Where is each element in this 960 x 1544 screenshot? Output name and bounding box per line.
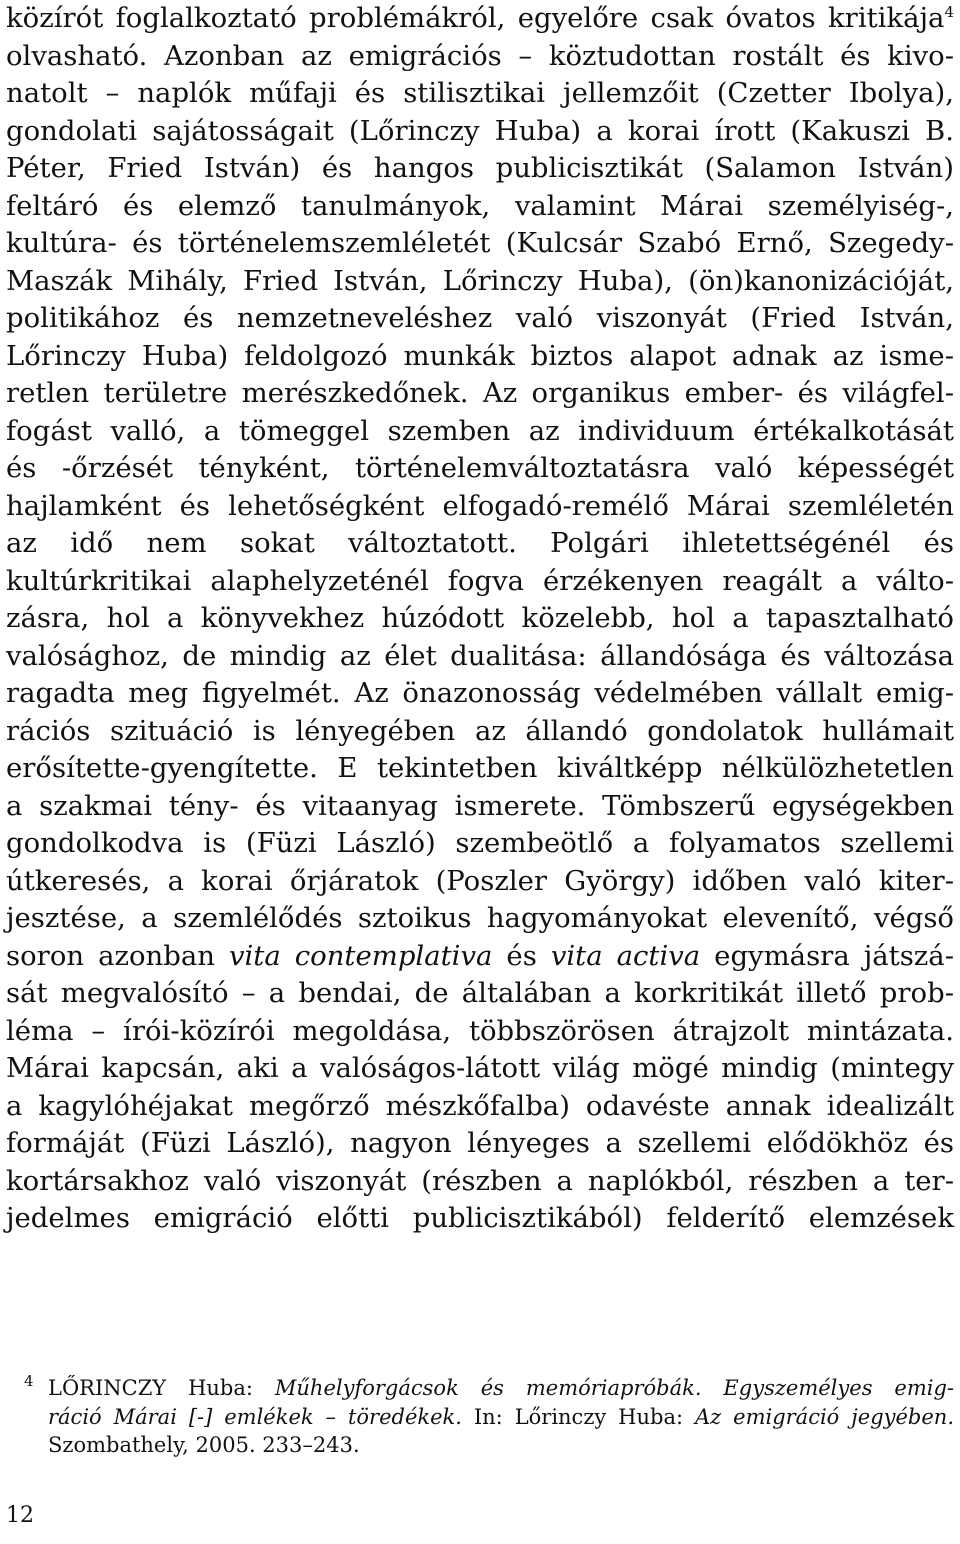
text-line: Márai kapcsán, aki a valóságos-látott világ mögé mindig (mintegy: [6, 1052, 954, 1084]
body-text: [6, 0, 954, 1238]
text-segment: egymásra játszá-: [700, 939, 954, 972]
text-line: erősítette-gyengítette. E tekintetben kiváltképp nélkülözhetetlen: [6, 752, 954, 784]
text-line-content: közírót foglalkoztató problémákról, egyelőre csak óvatos kritikája: [6, 2, 945, 34]
footnote-marker: 4: [24, 1372, 34, 1390]
text-line: politikához és nemzetneveléshez való viszonyát (Fried István,: [6, 302, 954, 334]
text-line: fogást valló, a tömeggel szemben az individuum értékalkotását: [6, 414, 954, 447]
text-line: kortársakhoz való viszonyát (részben a naplókból, részben a ter-: [6, 1164, 954, 1197]
text-line: [6, 938, 954, 976]
text-line: zásra, hol a könyvekhez húzódott közelebb, hol a tapasztalható: [6, 602, 954, 634]
text-line: kultúra- és történelemszemléletét (Kulcsár Szabó Ernő, Szegedy-: [6, 227, 954, 259]
footnote-book-title: Az emigráció jegyében.: [694, 1404, 954, 1429]
text-line: Péter, Fried István) és hangos publicisztikát (Salamon István): [6, 152, 954, 184]
page-number: 12: [6, 1503, 34, 1528]
text-line: az idő nem sokat változtatott. Polgári ihletettségénél és: [6, 527, 954, 559]
italic-term: vita contemplativa: [228, 939, 493, 972]
text-line: ragadta meg figyelmét. Az önazonosság védelmében vállalt emig-: [6, 677, 954, 709]
text-line: olvasható. Azonban az emigrációs – köztudottan rostált és kivo-: [6, 39, 954, 72]
text-line: Maszák Mihály, Fried István, Lőrinczy Huba), (ön)kanonizációját,: [6, 264, 954, 297]
italic-term: vita activa: [550, 939, 701, 972]
footnote-line: [6, 1403, 954, 1432]
text-line: jesztése, a szemlélődés sztoikus hagyományokat elevenítő, végső: [6, 902, 954, 934]
text-line: kultúrkritikai alaphelyzeténél fogva érzékenyen reagált a válto-: [6, 564, 954, 597]
text-line: a kagylóhéjakat megőrző mészkőfalba) odavéste annak idealizált: [6, 1089, 954, 1122]
text-line: [6, 0, 954, 38]
footnote-reference[interactable]: 4: [944, 2, 954, 21]
text-line: retlen területre merészkedőnek. Az organikus ember- és világfel-: [6, 377, 954, 409]
text-line: sát megvalósító – a bendai, de általában a korkritikát illető prob-: [6, 977, 954, 1009]
footnote-title: Műhelyforgácsok és memóriapróbák. Egyszemélyes emig-: [274, 1376, 954, 1400]
text-line: valósághoz, de mindig az élet dualitása: állandósága és változása: [6, 639, 954, 672]
text-line: és -őrzését tényként, történelemváltoztatásra való képességét: [6, 452, 954, 484]
text-line: gondolkodva is (Füzi László) szembeötlő a folyamatos szellemi: [6, 827, 954, 859]
text-line: Lőrinczy Huba) feldolgozó munkák biztos alapot adnak az isme-: [6, 339, 954, 372]
footnote-in: In: Lőrinczy Huba:: [461, 1404, 695, 1429]
footnote-author: LŐRINCZY Huba:: [48, 1376, 275, 1400]
text-segment: és: [492, 939, 551, 972]
text-line: feltáró és elemző tanulmányok, valamint Márai személyiség-,: [6, 189, 954, 222]
footnote-line: Szombathely, 2005. 233–243.: [48, 1433, 360, 1457]
text-line: jedelmes emigráció előtti publicisztikából) felderítő elemzések: [6, 1202, 954, 1234]
text-line: léma – írói-közírói megoldása, többszörösen átrajzolt mintázata.: [6, 1014, 954, 1047]
text-line: hajlamként és lehetőségként elfogadó-remélő Márai szemléletén: [6, 489, 954, 522]
text-line: rációs szituáció is lényegében az állandó gondolatok hullámait: [6, 714, 954, 747]
text-line: útkeresés, a korai őrjáratok (Poszler György) időben való kiter-: [6, 864, 954, 897]
text-line: formáját (Füzi László), nagyon lényeges a szellemi elődökhöz és: [6, 1127, 954, 1159]
text-line: natolt – naplók műfaji és stilisztikai jellemzőit (Czetter Ibolya),: [6, 77, 954, 109]
text-line: gondolati sajátosságait (Lőrinczy Huba) a korai írott (Kakuszi B.: [6, 114, 954, 147]
text-segment: soron azonban: [6, 939, 229, 972]
footnote-title-cont: ráció Márai [-] emlékek – töredékek.: [48, 1404, 462, 1429]
footnote-line: [6, 1374, 954, 1403]
text-line: a szakmai tény- és vitaanyag ismerete. Tömbszerű egységekben: [6, 789, 954, 822]
footnote: [6, 1374, 954, 1460]
